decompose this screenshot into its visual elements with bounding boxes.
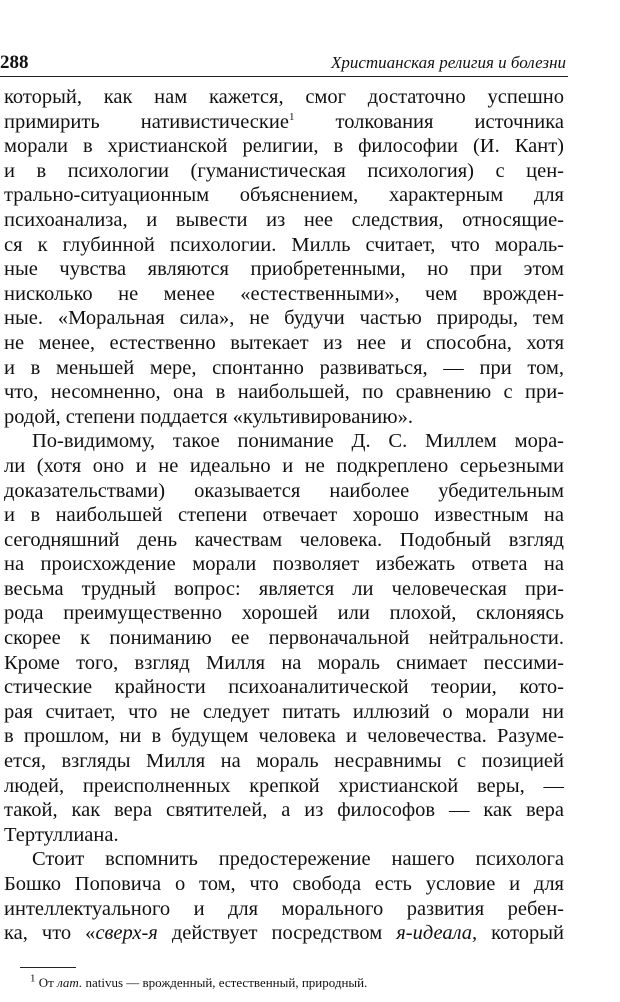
italic-term: я-идеала, xyxy=(396,922,478,945)
text-line: сегодняшний день качествам человека. Подобный взгляд xyxy=(4,528,564,551)
footnote-ref: 1 xyxy=(288,110,295,123)
footnote-text: nativus — врожденный, естественный, природный. xyxy=(82,975,368,990)
text-line: По-видимому, такое понимание Д. С. Миллем мора- xyxy=(32,430,564,453)
running-title: Христианская религия и болезни xyxy=(330,53,566,72)
text-fragment: ка, что « xyxy=(4,922,96,945)
italic-term: сверх-я xyxy=(95,922,158,945)
text-line: интеллектуального и для морального развития ребен- xyxy=(4,897,564,920)
body-text xyxy=(4,85,564,946)
text-line: рая считает, что не следует питать иллюзий о морали ни xyxy=(4,700,564,723)
text-line xyxy=(4,921,564,946)
page-number: 288 xyxy=(0,52,29,73)
header-rule xyxy=(0,76,568,77)
footnote-marker: 1 xyxy=(30,972,36,985)
text-line: такой, как вера святителей, а из философов — как вера xyxy=(4,799,564,822)
text-line: стические крайности психоаналитической теории, кото- xyxy=(4,676,564,699)
footnote-abbreviation: лат. xyxy=(57,975,83,990)
text-line: психоанализа, и вывести из нее следствия, относящие- xyxy=(4,208,564,231)
text-line: Бошко Поповича о том, что свобода есть условие и для xyxy=(4,873,564,895)
text-line: весьма трудный вопрос: является ли человеческая при- xyxy=(4,577,564,600)
text-line: не менее, естественно вытекает из нее и способна, хотя xyxy=(4,331,564,354)
text-line: ли (хотя оно и не идеально и не подкреплено серьезными xyxy=(4,454,564,477)
text-line: который, как нам кажется, смог достаточно успешно xyxy=(4,86,564,108)
text-line: что, несомненно, она в наибольшей, по сравнению с при- xyxy=(4,381,564,404)
footnote xyxy=(30,972,570,991)
text-line: людей, преисполненных крепкой христианской веры, — xyxy=(4,774,564,797)
text-line: Кроме того, взгляд Милля на мораль снимает пессими- xyxy=(4,651,564,674)
text-line: в прошлом, ни в будущем человека и человечества. Разуме- xyxy=(4,725,564,748)
text-line: рода преимущественно хорошей или плохой, склоняясь xyxy=(4,602,564,625)
text-line: морали в христианской религии, в философии (И. Кант) xyxy=(4,135,564,158)
text-line: ся к глубинной психологии. Милль считает, что мораль- xyxy=(4,233,564,256)
text-line: родой, степени поддается «культивированию». xyxy=(4,405,413,428)
text-line: ные чувства являются приобретенными, но при этом xyxy=(4,258,564,281)
text-line: Стоит вспомнить предостережение нашего психолога xyxy=(32,848,564,871)
footnote-prefix: От xyxy=(38,975,58,990)
text-line: на происхождение морали позволяет избежать ответа на xyxy=(4,553,564,576)
text-line: ные. «Моральная сила», не будучи частью природы, тем xyxy=(4,307,564,330)
text-line xyxy=(4,110,564,135)
text-line: и в наибольшей степени отвечает хорошо известным на xyxy=(4,504,564,527)
text-fragment: толкования источника xyxy=(335,110,565,133)
text-fragment: действует посредством xyxy=(157,922,397,945)
text-line: и в меньшей мере, спонтанно развиваться, — при том, xyxy=(4,356,564,379)
text-line: нисколько не менее «естественными», чем врожден- xyxy=(4,282,564,305)
text-line: скорее к пониманию ее первоначальной нейтральности. xyxy=(4,627,564,650)
text-line: ется, взгляды Милля на мораль несравнимы с позицией xyxy=(4,750,564,773)
footnote-rule xyxy=(20,967,76,968)
text-line: и в психологии (гуманистическая психология) с цен- xyxy=(4,159,564,182)
text-fragment: который xyxy=(477,922,564,945)
text-line: доказательствами) оказывается наиболее убедительным xyxy=(4,479,564,502)
text-line: Тертуллиана. xyxy=(4,823,119,846)
text-fragment: примирить нативистические xyxy=(4,110,289,133)
page-header xyxy=(0,44,566,74)
text-line: трально-ситуационным объяснением, характерным для xyxy=(4,184,564,207)
